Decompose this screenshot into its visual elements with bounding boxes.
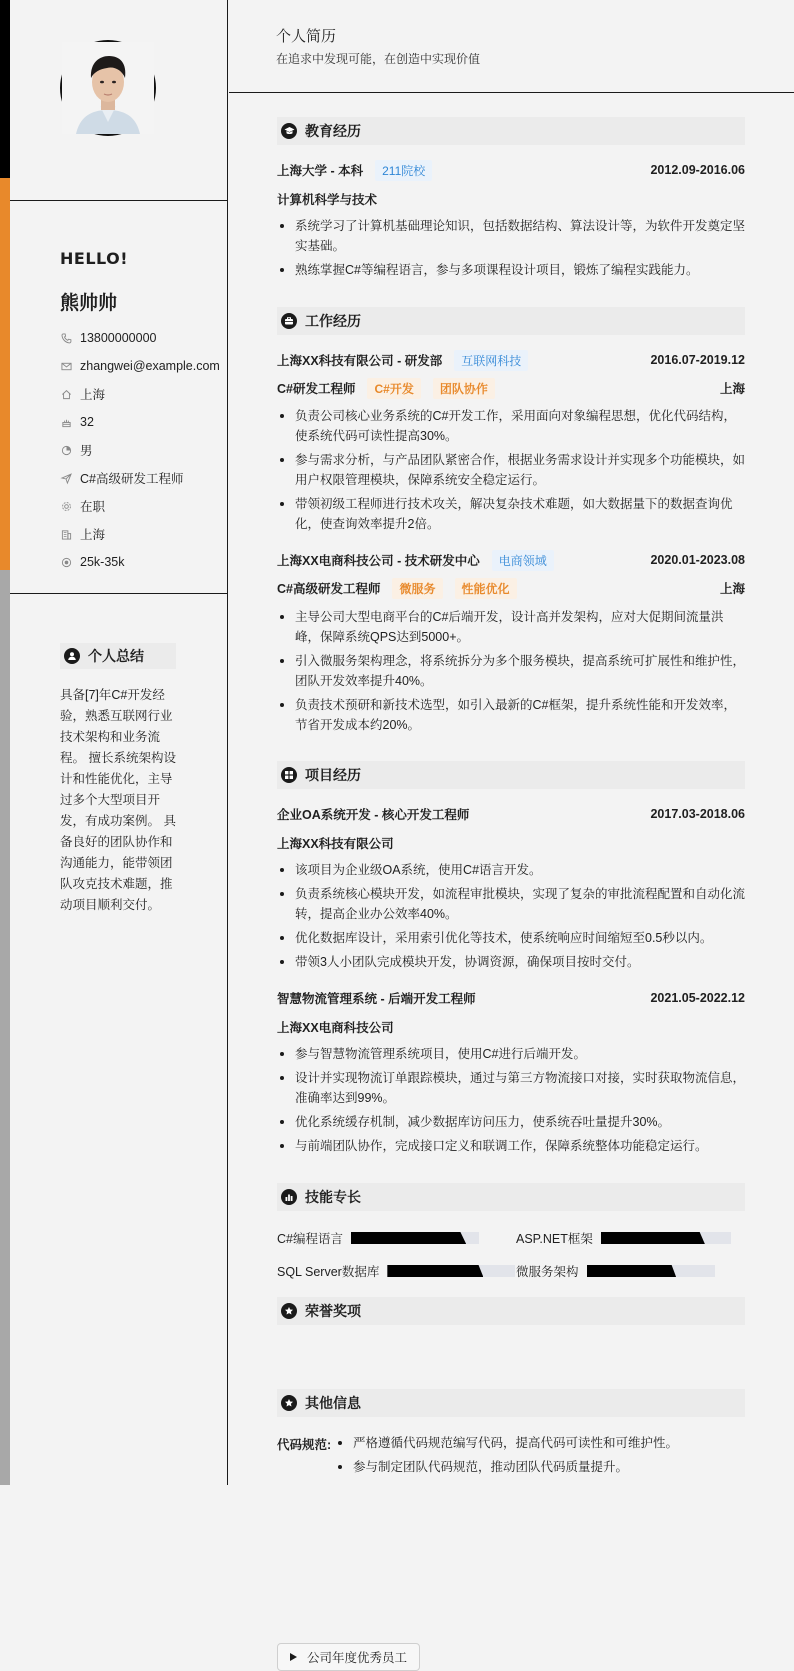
- divider: [10, 593, 228, 594]
- list-item: 负责技术预研和新技术选型，如引入最新的C#框架，提升系统性能和开发效率，节省开发成本约20%。: [277, 695, 745, 735]
- skill-item: [277, 1262, 515, 1280]
- job-skill-tag: 团队协作: [433, 378, 495, 399]
- hello-text: HELLO!: [60, 249, 129, 268]
- job-city: 上海: [719, 582, 745, 596]
- list-item: 主导公司大型电商平台的C#后端开发，设计高并发架构，应对大促期间流量洪峰，保障系统QPS达到5000+。: [277, 607, 745, 647]
- skill-bar-fill: [601, 1232, 705, 1244]
- job-industry-tag: 电商领域: [492, 550, 554, 571]
- job-bullets: [277, 406, 745, 538]
- skills-heading: [277, 1183, 745, 1211]
- sidebar-stripe-gray: [0, 570, 10, 1485]
- info-email-text: zhangwei@example.com: [80, 359, 220, 373]
- send-icon: [60, 472, 72, 484]
- sidebar: [0, 0, 228, 1485]
- education-tag: 211院校: [375, 160, 432, 181]
- info-location: [60, 380, 220, 408]
- list-item: 带领初级工程师进行技术攻关，解决复杂技术难题，如大数据量下的数据查询优化，使查询效率提升2倍。: [277, 494, 745, 534]
- skill-bar: [351, 1232, 479, 1244]
- skill-bar: [601, 1232, 731, 1244]
- job-date: 2020.01-2023.08: [650, 553, 745, 567]
- list-item: 系统学习了计算机基础理论知识，包括数据结构、算法设计等，为软件开发奠定坚实基础。: [277, 216, 745, 256]
- info-gender-text: 男: [80, 444, 93, 458]
- info-status: [60, 492, 220, 520]
- person-name: 熊帅帅: [60, 293, 118, 314]
- info-status-text: 在职: [80, 500, 106, 514]
- bar-chart-icon: [281, 1189, 297, 1205]
- job-industry-tag: 互联网科技: [454, 350, 528, 371]
- education-row: [277, 160, 745, 180]
- summary-text: 具备[7]年C#开发经验，熟悉互联网行业技术架构和业务流程。 擅长系统架构设计和性能优化，主导过多个大型项目开发，有成功案例。 具备良好的团队协作和沟通能力，能带领团队攻克技术难题，推动项目顺利交付。: [60, 688, 176, 912]
- skill-item: [277, 1229, 479, 1247]
- list-item: 参与智慧物流管理系统项目，使用C#进行后端开发。: [277, 1044, 745, 1064]
- other-label: 代码规范:: [277, 1438, 332, 1452]
- project-bullets: [277, 1044, 745, 1160]
- list-item: 设计并实现物流订单跟踪模块，通过与第三方物流接口对接，实时获取物流信息，准确率达到99%。: [277, 1068, 745, 1108]
- education-major: 计算机科学与技术: [277, 193, 378, 207]
- skill-name: SQL Server数据库: [277, 1265, 380, 1279]
- list-item: 严格遵循代码规范编写代码，提高代码可读性和可维护性。: [335, 1433, 678, 1453]
- job-date: 2016.07-2019.12: [650, 353, 745, 367]
- info-gender: [60, 436, 220, 464]
- info-position: [60, 464, 220, 492]
- awards-title: 荣誉奖项: [305, 1303, 361, 1319]
- job-bullets: [277, 607, 745, 739]
- play-icon: [290, 1653, 297, 1661]
- summary-title: 个人总结: [88, 648, 144, 664]
- other-title: 其他信息: [305, 1395, 361, 1411]
- sidebar-stripe-black: [0, 0, 10, 178]
- project-company: 上海XX电商科技公司: [277, 1021, 394, 1035]
- job-role-row: [277, 378, 745, 398]
- gear-icon: [60, 500, 72, 512]
- work-heading: [277, 307, 745, 335]
- sidebar-stripe-orange: [0, 178, 10, 570]
- info-position-text: C#高级研发工程师: [80, 472, 184, 486]
- info-age-text: 32: [80, 415, 94, 429]
- info-salary: [60, 548, 220, 576]
- summary-heading: [60, 643, 176, 669]
- project-row: [277, 988, 745, 1008]
- project-name: 企业OA系统开发 - 核心开发工程师: [277, 808, 470, 822]
- projects-title: 项目经历: [305, 767, 361, 783]
- job-role: C#研发工程师: [277, 382, 356, 396]
- info-phone-text: 13800000000: [80, 331, 157, 345]
- job-company: 上海XX电商科技公司 - 技术研发中心: [277, 554, 480, 568]
- coin-icon: [60, 556, 72, 568]
- info-phone: [60, 324, 220, 352]
- job-role-row: [277, 578, 745, 598]
- skill-name: ASP.NET框架: [516, 1232, 593, 1246]
- list-item: 负责系统核心模块开发，如流程审批模块，实现了复杂的审批流程配置和自动化流转，提高企业办公效率40%。: [277, 884, 745, 924]
- list-item: 参与制定团队代码规范，推动团队代码质量提升。: [335, 1457, 678, 1477]
- job-role: C#高级研发工程师: [277, 582, 381, 596]
- graduation-cap-icon: [281, 123, 297, 139]
- divider: [10, 200, 228, 201]
- info-city: [60, 520, 220, 548]
- education-bullets: [277, 216, 745, 284]
- list-item: 优化数据库设计，采用索引优化等技术，使系统响应时间缩短至0.5秒以内。: [277, 928, 745, 948]
- job-skill-tag: C#开发: [367, 378, 420, 399]
- home-icon: [60, 388, 72, 400]
- list-item: 参与需求分析，与产品团队紧密合作，根据业务需求设计并实现多个功能模块，如用户权限管理模块，保障系统安全稳定运行。: [277, 450, 745, 490]
- phone-icon: [60, 332, 72, 344]
- info-salary-text: 25k-35k: [80, 555, 125, 569]
- page-title: 个人简历: [276, 28, 337, 45]
- education-heading: [277, 117, 745, 145]
- project-bullets: [277, 860, 745, 976]
- skill-bar-fill: [351, 1232, 466, 1244]
- skill-bar-fill: [387, 1265, 483, 1277]
- other-bullets: [335, 1433, 678, 1481]
- project-row: [277, 804, 745, 824]
- gender-icon: [60, 444, 72, 456]
- education-title: 教育经历: [305, 123, 361, 139]
- briefcase-icon: [281, 313, 297, 329]
- info-email: [60, 352, 220, 380]
- medal-icon: [281, 1303, 297, 1319]
- grid-icon: [281, 767, 297, 783]
- other-heading: [277, 1389, 745, 1417]
- project-date: 2021.05-2022.12: [650, 991, 745, 1005]
- skill-name: C#编程语言: [277, 1232, 343, 1246]
- job-row: [277, 550, 745, 570]
- page-header: [229, 0, 794, 93]
- award-button[interactable]: [277, 1643, 420, 1671]
- project-name: 智慧物流管理系统 - 后端开发工程师: [277, 992, 476, 1006]
- education-school: 上海大学 - 本科: [277, 164, 364, 178]
- projects-heading: [277, 761, 745, 789]
- building-icon: [60, 528, 72, 540]
- list-item: 负责公司核心业务系统的C#开发工作，采用面向对象编程思想，优化代码结构，使系统代码可读性提高30%。: [277, 406, 745, 446]
- skill-bar-fill: [587, 1265, 677, 1277]
- skill-item: [516, 1262, 715, 1280]
- info-location-text: 上海: [80, 388, 106, 402]
- job-skill-tag: 微服务: [392, 578, 442, 599]
- job-city: 上海: [719, 382, 745, 396]
- project-company: 上海XX科技有限公司: [277, 837, 394, 851]
- mail-icon: [60, 360, 72, 372]
- project-date: 2017.03-2018.06: [650, 807, 745, 821]
- cake-icon: [60, 416, 72, 428]
- skills-title: 技能专长: [305, 1189, 361, 1205]
- list-item: 优化系统缓存机制，减少数据库访问压力，使系统吞吐量提升30%。: [277, 1112, 745, 1132]
- list-item: 该项目为企业级OA系统，使用C#语言开发。: [277, 860, 745, 880]
- list-item: 与前端团队协作，完成接口定义和联调工作，保障系统整体功能稳定运行。: [277, 1136, 745, 1156]
- page-subtitle: 在追求中发现可能，在创造中实现价值: [276, 52, 481, 66]
- job-company: 上海XX科技有限公司 - 研发部: [277, 354, 443, 368]
- list-item: 带领3人小团队完成模块开发，协调资源，确保项目按时交付。: [277, 952, 745, 972]
- skill-bar: [587, 1265, 715, 1277]
- skill-item: [516, 1229, 731, 1247]
- contact-info: [60, 324, 220, 576]
- info-city-text: 上海: [80, 528, 106, 542]
- skill-name: 微服务架构: [516, 1265, 579, 1279]
- awards-heading: [277, 1297, 745, 1325]
- award-label: 公司年度优秀员工: [307, 1651, 408, 1665]
- avatar: [60, 40, 156, 136]
- job-skill-tag: 性能优化: [455, 578, 517, 599]
- education-date: 2012.09-2016.06: [650, 163, 745, 177]
- info-age: [60, 408, 220, 436]
- job-row: [277, 350, 745, 370]
- list-item: 熟练掌握C#等编程语言，参与多项课程设计项目，锻炼了编程实践能力。: [277, 260, 745, 280]
- info-icon: [281, 1395, 297, 1411]
- work-title: 工作经历: [305, 313, 361, 329]
- user-icon: [64, 648, 80, 664]
- skill-bar: [387, 1265, 515, 1277]
- list-item: 引入微服务架构理念，将系统拆分为多个服务模块，提高系统可扩展性和维护性，团队开发效率提升40%。: [277, 651, 745, 691]
